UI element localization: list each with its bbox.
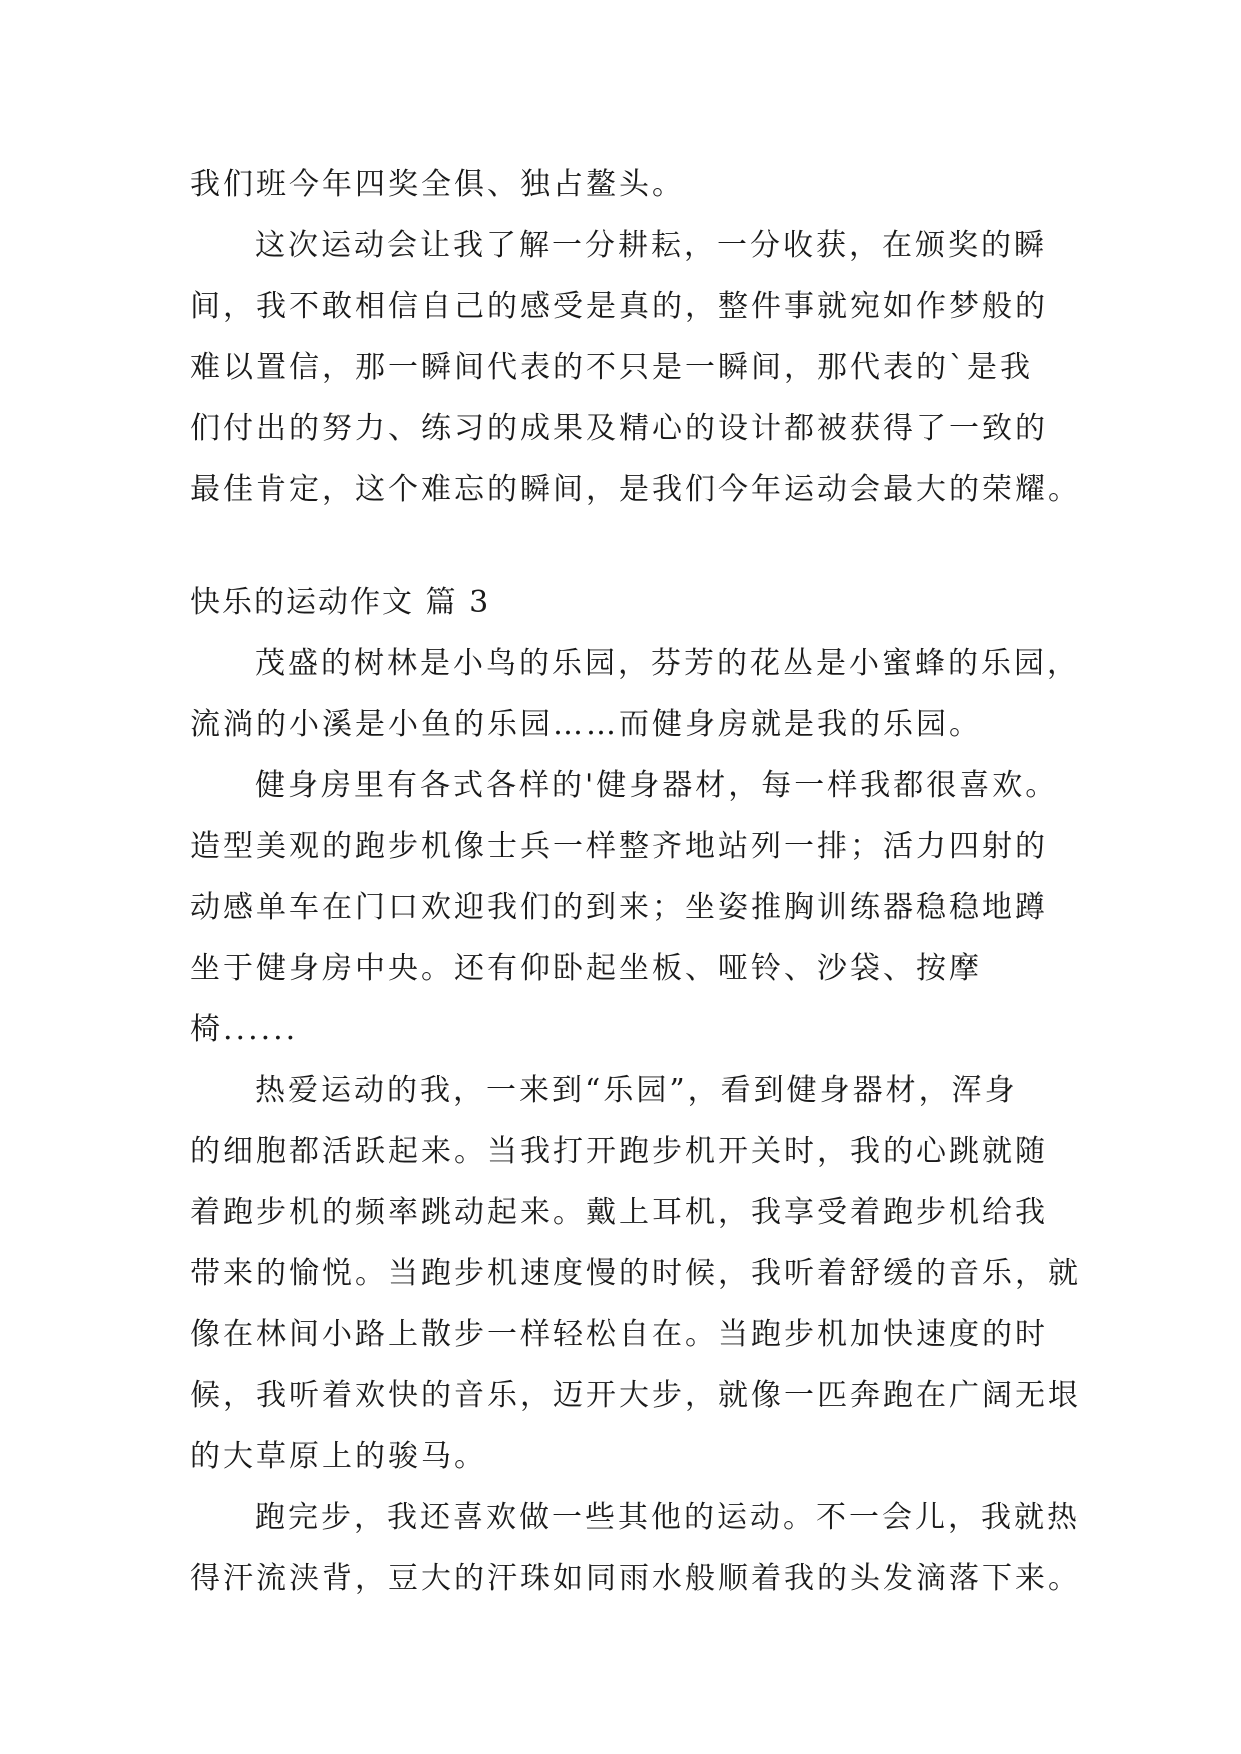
paragraph-first-line: 跑完步，我还喜欢做一些其他的运动。不一会儿，我就热 (255, 1500, 1080, 1535)
text-line: 流淌的小溪是小鱼的乐园……而健身房就是我的乐园。 (190, 707, 982, 742)
text-line: 候，我听着欢快的音乐，迈开大步，就像一匹奔跑在广阔无垠 (190, 1378, 1081, 1413)
text-line: 我们班今年四奖全俱、独占鳌头。 (190, 167, 685, 202)
section-heading: 快乐的运动作文 篇 3 (190, 585, 491, 620)
text-line: 坐于健身房中央。还有仰卧起坐板、哑铃、沙袋、按摩 (190, 951, 982, 986)
text-line: 带来的愉悦。当跑步机速度慢的时候，我听着舒缓的音乐，就 (190, 1256, 1081, 1291)
text-line: 难以置信，那一瞬间代表的不只是一瞬间，那代表的`是我 (190, 350, 1033, 385)
text-line: 间，我不敢相信自己的感受是真的，整件事就宛如作梦般的 (190, 289, 1048, 324)
paragraph-first-line: 茂盛的树林是小鸟的乐园，芬芳的花丛是小蜜蜂的乐园， (255, 646, 1080, 681)
paragraph-first-line: 热爱运动的我，一来到“乐园”，看到健身器材，浑身 (255, 1073, 1018, 1108)
paragraph-first-line: 这次运动会让我了解一分耕耘，一分收获，在颁奖的瞬 (255, 228, 1047, 263)
text-line: 椅...... (190, 1012, 299, 1047)
text-line: 的细胞都活跃起来。当我打开跑步机开关时，我的心跳就随 (190, 1134, 1048, 1169)
text-line: 得汗流浃背，豆大的汗珠如同雨水般顺着我的头发滴落下来。 (190, 1561, 1081, 1596)
text-line: 造型美观的跑步机像士兵一样整齐地站列一排；活力四射的 (190, 829, 1048, 864)
text-line: 动感单车在门口欢迎我们的到来；坐姿推胸训练器稳稳地蹲 (190, 890, 1048, 925)
text-line: 们付出的努力、练习的成果及精心的设计都被获得了一致的 (190, 411, 1048, 446)
paragraph-first-line: 健身房里有各式各样的'健身器材，每一样我都很喜欢。 (255, 768, 1059, 803)
text-line: 的大草原上的骏马。 (190, 1439, 487, 1474)
text-line: 着跑步机的频率跳动起来。戴上耳机，我享受着跑步机给我 (190, 1195, 1048, 1230)
text-line: 像在林间小路上散步一样轻松自在。当跑步机加快速度的时 (190, 1317, 1048, 1352)
text-line: 最佳肯定，这个难忘的瞬间，是我们今年运动会最大的荣耀。 (190, 472, 1081, 507)
